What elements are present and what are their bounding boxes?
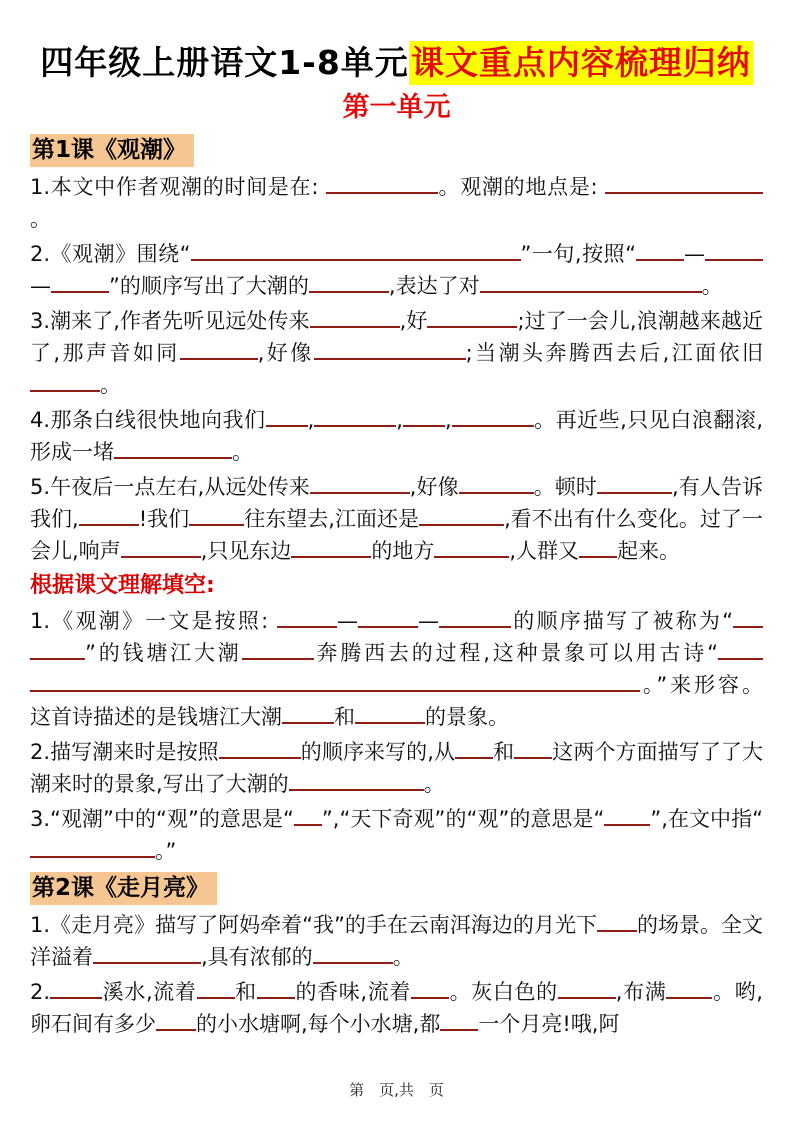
question-paragraph <box>30 736 763 800</box>
answer-blank <box>242 640 314 660</box>
question-text: 。观潮的地点是: <box>437 175 606 199</box>
answer-blank <box>590 273 702 293</box>
question-text: 4.那条白线很快地向我们 <box>30 408 266 432</box>
answer-blank <box>358 608 418 628</box>
answer-blank <box>266 407 308 427</box>
answer-blank <box>50 979 102 999</box>
answer-blank <box>291 538 371 558</box>
question-text: 和 <box>334 705 355 729</box>
question-text: 2.描写潮来时是按照 <box>30 740 219 764</box>
answer-blank <box>419 506 504 526</box>
worksheet-body <box>30 134 763 1040</box>
answer-blank <box>326 174 438 194</box>
question-paragraph <box>30 305 763 401</box>
answer-blank <box>313 944 393 964</box>
question-paragraph <box>30 171 763 235</box>
answer-blank <box>197 979 235 999</box>
answer-blank <box>310 474 410 494</box>
answer-blank <box>79 506 139 526</box>
question-text: ,有人告诉我们, <box>30 475 763 531</box>
title-highlighted-text: 课文重点内容梳理归纳 <box>409 41 753 85</box>
question-text: 起来。 <box>617 539 681 563</box>
question-text: 和 <box>493 740 515 764</box>
answer-blank <box>605 174 743 194</box>
question-text: , <box>307 408 315 432</box>
question-text: !我们 <box>138 507 190 531</box>
question-text: 。灰白色的 <box>448 980 558 1004</box>
answer-blank <box>156 1011 196 1031</box>
answer-blank <box>191 241 521 261</box>
answer-blank <box>690 979 712 999</box>
question-text: 。 <box>100 373 121 397</box>
answer-blank <box>597 474 672 494</box>
question-text: 。 <box>701 274 723 298</box>
question-paragraph <box>30 909 763 973</box>
answer-blank <box>743 174 763 194</box>
answer-blank <box>309 273 389 293</box>
question-text: ”,在文中指“ <box>650 807 764 831</box>
page-footer: 第 页,共 页 <box>349 1081 444 1099</box>
answer-blank <box>121 538 201 558</box>
question-text: 。 <box>423 772 445 796</box>
answer-blank <box>705 241 763 261</box>
answer-blank <box>411 979 449 999</box>
question-paragraph <box>30 404 763 468</box>
question-text: ”的顺序写出了大潮的 <box>109 274 309 298</box>
question-text: 2.《观潮》围绕“ <box>30 242 191 266</box>
answer-blank <box>439 608 511 628</box>
question-text: , <box>444 408 452 432</box>
question-paragraph <box>30 605 763 733</box>
answer-blank <box>440 1011 478 1031</box>
answer-blank <box>219 739 301 759</box>
question-text: ,好 <box>399 309 428 333</box>
answer-blank <box>314 340 466 360</box>
question-text: 这两个方面描写了了大潮来时的景象,写出了大潮的 <box>30 740 763 796</box>
question-text: — <box>684 242 705 266</box>
answer-blank <box>733 608 763 628</box>
answer-blank <box>434 538 509 558</box>
answer-blank <box>189 506 244 526</box>
lesson-header: 第2课《走月亮》 <box>30 872 217 905</box>
question-text: ,好像 <box>257 341 314 365</box>
unit-subtitle: 第一单元 <box>342 92 451 123</box>
question-text: ,好像 <box>409 475 459 499</box>
answer-blank <box>51 273 109 293</box>
answer-blank <box>114 439 232 459</box>
answer-blank <box>355 704 425 724</box>
answer-blank <box>282 704 334 724</box>
question-text: ;当潮头奔腾西去后,江面依旧 <box>465 341 763 365</box>
answer-blank <box>558 979 616 999</box>
title-plain-text: 四年级上册语文1-8单元 <box>40 43 409 82</box>
answer-blank <box>289 771 424 791</box>
question-text: ,表达了对 <box>388 274 480 298</box>
question-text: 。哟,卵石间有多少 <box>30 980 763 1036</box>
question-text: 溪水,流着 <box>102 980 197 1004</box>
lesson-header: 第1课《观潮》 <box>30 134 194 167</box>
question-text: ,只见东边 <box>200 539 292 563</box>
question-text: 。”来形容。这首诗描述的是钱塘江大潮 <box>30 673 763 729</box>
question-paragraph <box>30 238 763 302</box>
question-text: 1.《走月亮》描写了阿妈牵着“我”的手在云南洱海边的月光下 <box>30 913 597 937</box>
answer-blank <box>30 838 155 858</box>
answer-blank <box>514 739 552 759</box>
question-text: 2. <box>30 980 51 1004</box>
question-paragraph <box>30 976 763 1040</box>
question-text: 。 <box>232 440 253 464</box>
question-text: ,具有浓郁的 <box>201 945 313 969</box>
answer-blank <box>604 806 632 826</box>
answer-blank <box>579 538 617 558</box>
answer-blank <box>480 273 590 293</box>
question-text: ,人群又 <box>509 539 580 563</box>
answer-blank <box>314 407 396 427</box>
question-text: 一个月亮!哦,阿 <box>478 1012 620 1036</box>
question-paragraph <box>30 803 763 867</box>
question-text: — <box>418 609 440 633</box>
answer-blank <box>666 979 690 999</box>
question-text: 的场景。全文洋溢着 <box>30 913 764 969</box>
answer-blank <box>30 372 100 392</box>
answer-blank <box>30 640 85 660</box>
question-text: — <box>30 274 51 298</box>
question-text: 奔腾西去的过程,这种景象可以用古诗“ <box>313 641 718 665</box>
answer-blank <box>455 739 493 759</box>
answer-blank <box>636 241 684 261</box>
question-text: ”的钱塘江大潮 <box>85 641 242 665</box>
answer-blank <box>459 474 534 494</box>
question-text: ,看不出有什么变化。过了一会儿,响声 <box>30 507 763 563</box>
question-text: 。 <box>392 945 414 969</box>
answer-blank <box>30 672 640 692</box>
question-text: 和 <box>234 980 257 1004</box>
answer-blank <box>452 407 534 427</box>
question-text: 3.潮来了,作者先听见远处传来 <box>30 309 310 333</box>
answer-blank <box>597 912 637 932</box>
question-text: 。” <box>155 839 177 863</box>
question-text: , <box>396 408 403 432</box>
answer-blank <box>403 407 445 427</box>
answer-blank <box>180 340 258 360</box>
answer-blank <box>718 640 763 660</box>
question-text: ”,“天下奇观”的“观”的意思是“ <box>321 807 605 831</box>
question-text: — <box>337 609 359 633</box>
page-title <box>30 40 763 86</box>
question-text: ,布满 <box>615 980 667 1004</box>
question-text: 1.本文中作者观潮的时间是在: <box>30 175 326 199</box>
answer-blank <box>257 979 295 999</box>
answer-blank <box>294 806 322 826</box>
question-text: 往东望去,江面还是 <box>244 507 420 531</box>
fill-in-instructions-header: 根据课文理解填空: <box>30 573 215 598</box>
question-text: 的景象。 <box>425 705 509 729</box>
question-text: 的香味,流着 <box>294 980 411 1004</box>
question-text: ;过了一会儿,浪潮越来越近了,那声音如同 <box>30 309 763 365</box>
question-text: 。再近些,只见白浪翻滚,形成一堵 <box>30 408 763 464</box>
answer-blank <box>277 608 337 628</box>
question-text: 。 <box>30 207 51 231</box>
answer-blank <box>632 806 650 826</box>
question-text: 。顿时 <box>533 475 597 499</box>
lesson-header-row <box>30 134 763 167</box>
lesson-header-row <box>30 872 763 905</box>
question-text: ”一句,按照“ <box>520 242 636 266</box>
question-text: 5.午夜后一点左右,从远处传来 <box>30 475 310 499</box>
question-paragraph <box>30 471 763 567</box>
answer-blank <box>310 308 400 328</box>
question-text: 的小水塘啊,每个小水塘,都 <box>196 1012 441 1036</box>
question-text: 3.“观潮”中的“观”的意思是“ <box>30 807 294 831</box>
answer-blank <box>427 308 517 328</box>
question-text: 的顺序描写了被称为“ <box>511 609 733 633</box>
question-text: 1.《观潮》一文是按照: <box>30 609 278 633</box>
answer-blank <box>93 944 201 964</box>
question-text: 的顺序来写的,从 <box>300 740 456 764</box>
question-text: 的地方 <box>371 539 435 563</box>
